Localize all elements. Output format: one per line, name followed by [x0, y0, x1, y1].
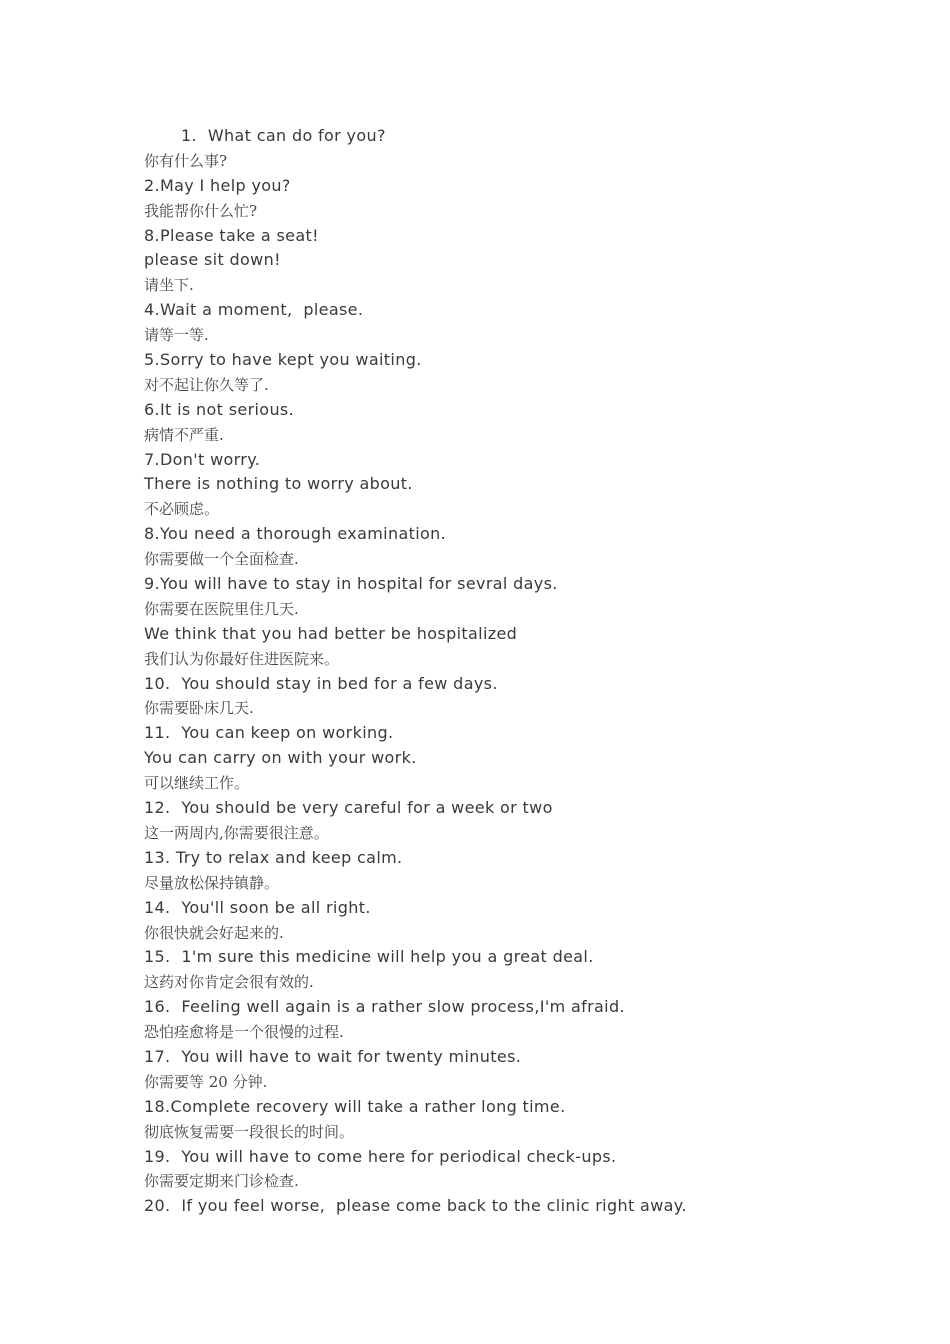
chinese-translation-line: 你需要定期来门诊检查.	[144, 1172, 299, 1191]
english-phrase-line: 8.Please take a seat!	[144, 225, 319, 245]
english-phrase-line: 19. You will have to come here for periodical check-ups.	[144, 1146, 617, 1166]
english-phrase-line: 20. If you feel worse, please come back to the clinic right away.	[144, 1196, 687, 1216]
chinese-translation-line: 恐怕痊愈将是一个很慢的过程.	[144, 1023, 344, 1042]
english-phrase-line: 12. You should be very careful for a week or two	[144, 798, 553, 818]
english-phrase-line: 7.Don't worry.	[144, 449, 261, 469]
chinese-translation-line: 你需要做一个全面检查.	[144, 550, 299, 569]
english-phrase-line: 18.Complete recovery will take a rather long time.	[144, 1096, 566, 1116]
chinese-translation-line: 可以继续工作。	[144, 774, 250, 793]
chinese-translation-line: 我们认为你最好住进医院来。	[144, 649, 340, 668]
english-phrase-line: 17. You will have to wait for twenty minutes.	[144, 1046, 522, 1066]
english-phrase-line: 14. You'll soon be all right.	[144, 897, 371, 917]
english-phrase-line: 1. What can do for you?	[181, 126, 386, 145]
english-phrase-line: 16. Feeling well again is a rather slow process,I'm afraid.	[144, 997, 625, 1017]
chinese-translation-line: 你需要等 20 分钟.	[144, 1072, 268, 1091]
english-phrase-line: 5.Sorry to have kept you waiting.	[144, 350, 422, 370]
english-phrase-line: 6.It is not serious.	[144, 399, 295, 419]
phrase-list	[144, 124, 864, 1219]
chinese-translation-line: 彻底恢复需要一段很长的时间。	[144, 1122, 355, 1141]
chinese-translation-line: 我能帮你什么忙?	[144, 201, 258, 220]
english-phrase-line: 4.Wait a moment, please.	[144, 300, 364, 320]
chinese-translation-line: 不必顾虑。	[144, 500, 220, 519]
english-phrase-line: 8.You need a thorough examination.	[144, 524, 447, 544]
english-phrase-line: 15. 1'm sure this medicine will help you a great deal.	[144, 947, 594, 967]
english-phrase-line: please sit down!	[144, 250, 281, 270]
english-phrase-line: 2.May I help you?	[144, 175, 291, 195]
chinese-translation-line: 你很快就会好起来的.	[144, 923, 284, 942]
chinese-translation-line: 尽量放松保持镇静。	[144, 873, 280, 892]
chinese-translation-line: 请等一等.	[144, 326, 209, 345]
english-phrase-line: You can carry on with your work.	[144, 748, 417, 768]
chinese-translation-line: 对不起让你久等了.	[144, 375, 269, 394]
english-phrase-line: There is nothing to worry about.	[144, 474, 413, 494]
english-phrase-line: 13. Try to relax and keep calm.	[144, 847, 403, 867]
english-phrase-line: 11. You can keep on working.	[144, 723, 394, 743]
chinese-translation-line: 这一两周内,你需要很注意。	[144, 823, 329, 842]
english-phrase-line: We think that you had better be hospitalized	[144, 623, 518, 643]
english-phrase-line: 10. You should stay in bed for a few days.	[144, 673, 498, 693]
chinese-translation-line: 你需要卧床几天.	[144, 699, 254, 718]
chinese-translation-line: 病情不严重.	[144, 425, 224, 444]
chinese-translation-line: 请坐下.	[144, 276, 194, 295]
chinese-translation-line: 你需要在医院里住几天.	[144, 599, 299, 618]
chinese-translation-line: 你有什么事?	[144, 151, 228, 170]
english-phrase-line: 9.You will have to stay in hospital for sevral days.	[144, 574, 558, 594]
chinese-translation-line: 这药对你肯定会很有效的.	[144, 973, 314, 992]
